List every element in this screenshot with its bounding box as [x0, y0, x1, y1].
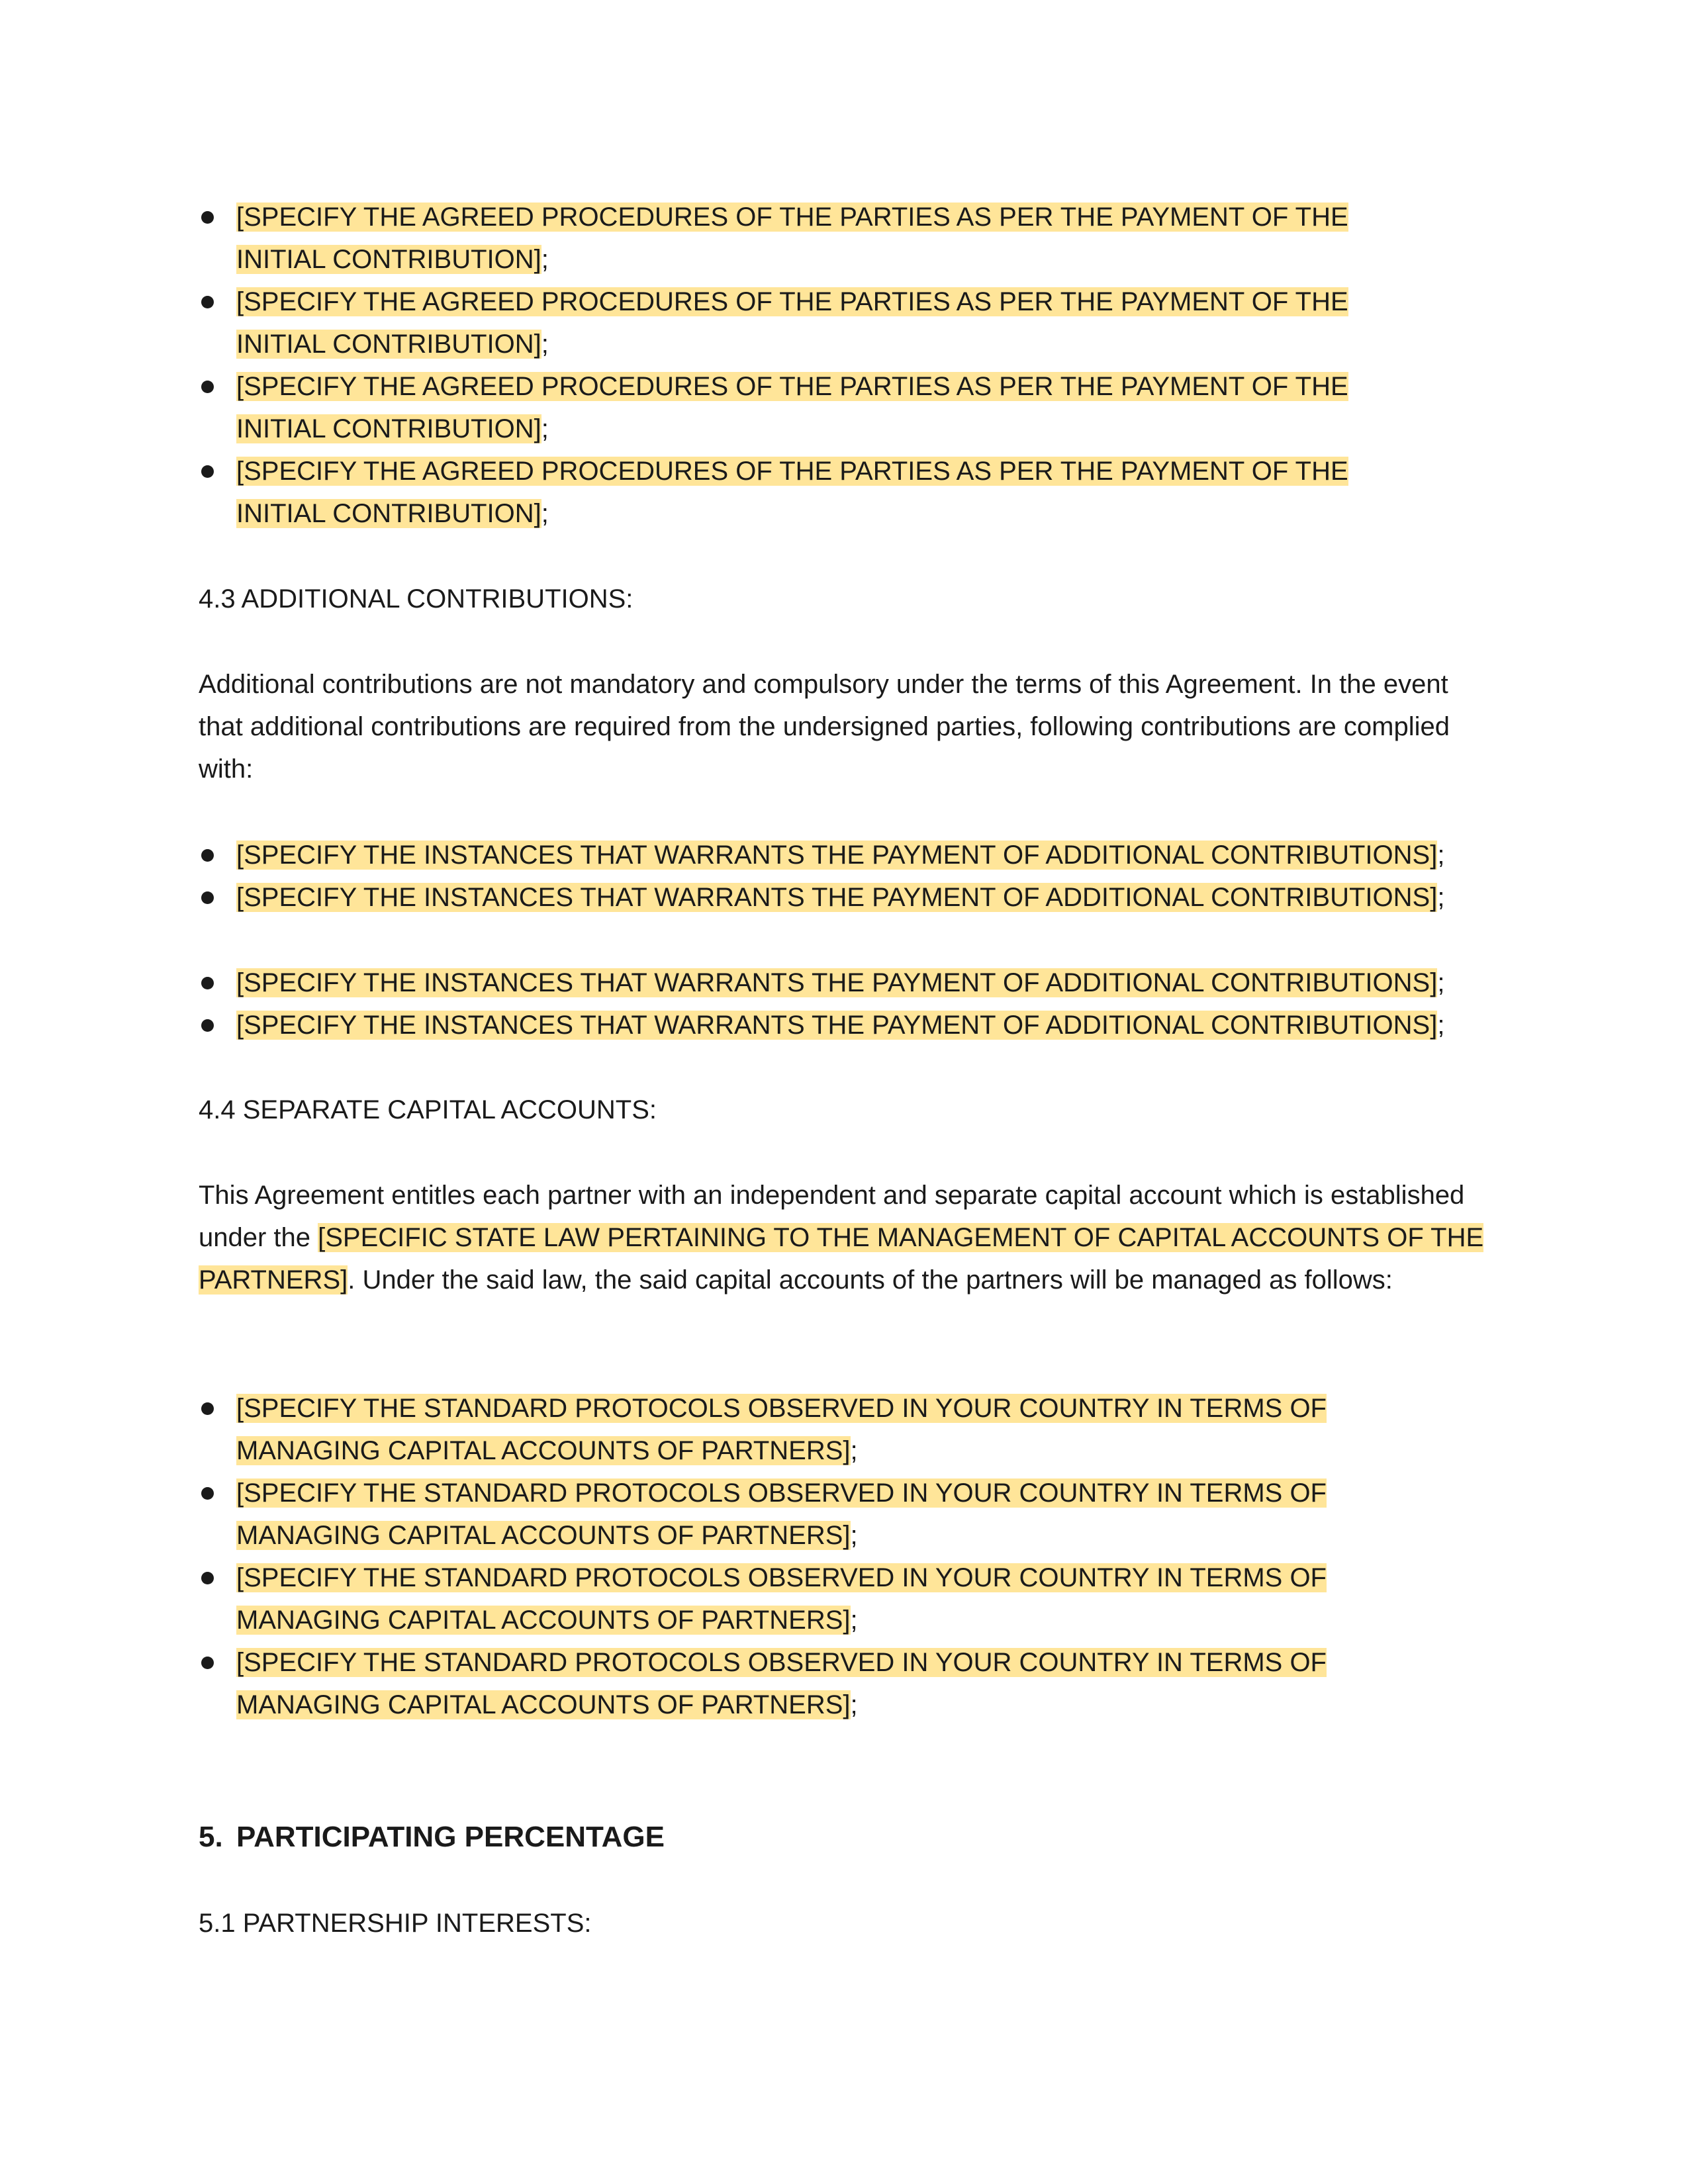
placeholder-text: [SPECIFY THE INSTANCES THAT WARRANTS THE PAYMENT OF ADDITIONAL CONTRIBUTIONS] [236, 883, 1438, 912]
placeholder-text: [SPECIFIC STATE LAW PERTAINING TO THE MANAGEMENT OF CAPITAL ACCOUNTS OF THE PARTNERS] [199, 1223, 1484, 1295]
placeholder-text: [SPECIFY THE STANDARD PROTOCOLS OBSERVED IN YOUR COUNTRY IN TERMS OF MANAGING CAPITAL ACCOUNTS OF PARTNERS] [236, 1479, 1327, 1550]
section-4-4-heading: 4.4 SEPARATE CAPITAL ACCOUNTS: [199, 1095, 657, 1124]
section-5-heading [199, 1816, 1496, 1858]
list-item: [SPECIFY THE INSTANCES THAT WARRANTS THE PAYMENT OF ADDITIONAL CONTRIBUTIONS]; [199, 834, 1496, 876]
list-item: [SPECIFY THE STANDARD PROTOCOLS OBSERVED IN YOUR COUNTRY IN TERMS OF MANAGING CAPITAL ACCOUNTS OF PARTNERS]; [199, 1472, 1410, 1557]
bullet-icon [201, 891, 214, 904]
list-item: [SPECIFY THE INSTANCES THAT WARRANTS THE PAYMENT OF ADDITIONAL CONTRIBUTIONS]; [199, 876, 1496, 919]
section-4-3-heading: 4.3 ADDITIONAL CONTRIBUTIONS: [199, 584, 633, 614]
placeholder-text: [SPECIFY THE AGREED PROCEDURES OF THE PARTIES AS PER THE PAYMENT OF THE INITIAL CONTRIBUTION] [236, 203, 1348, 274]
bullet-icon [201, 1657, 214, 1669]
placeholder-text: [SPECIFY THE INSTANCES THAT WARRANTS THE PAYMENT OF ADDITIONAL CONTRIBUTIONS] [236, 968, 1438, 997]
placeholder-text: [SPECIFY THE INSTANCES THAT WARRANTS THE PAYMENT OF ADDITIONAL CONTRIBUTIONS] [236, 1011, 1438, 1040]
list-item: [SPECIFY THE INSTANCES THAT WARRANTS THE PAYMENT OF ADDITIONAL CONTRIBUTIONS]; [199, 1004, 1496, 1046]
bullet-icon [201, 849, 214, 862]
section-number: 5. [199, 1821, 223, 1853]
initial-procedures-list [199, 196, 1364, 535]
list-item: [SPECIFY THE AGREED PROCEDURES OF THE PARTIES AS PER THE PAYMENT OF THE INITIAL CONTRIBUTION]; [199, 196, 1364, 281]
section-title: PARTICIPATING PERCENTAGE [236, 1821, 665, 1853]
placeholder-text: [SPECIFY THE AGREED PROCEDURES OF THE PARTIES AS PER THE PAYMENT OF THE INITIAL CONTRIBUTION] [236, 457, 1348, 528]
list-item: [SPECIFY THE AGREED PROCEDURES OF THE PARTIES AS PER THE PAYMENT OF THE INITIAL CONTRIBUTION]; [199, 450, 1364, 535]
placeholder-text: [SPECIFY THE AGREED PROCEDURES OF THE PARTIES AS PER THE PAYMENT OF THE INITIAL CONTRIBUTION] [236, 372, 1348, 443]
bullet-icon [201, 381, 214, 393]
section-5-1-heading: 5.1 PARTNERSHIP INTERESTS: [199, 1909, 592, 1938]
placeholder-text: [SPECIFY THE STANDARD PROTOCOLS OBSERVED IN YOUR COUNTRY IN TERMS OF MANAGING CAPITAL ACCOUNTS OF PARTNERS] [236, 1394, 1327, 1465]
bullet-icon [201, 1019, 214, 1032]
bullet-icon [201, 296, 214, 308]
bullet-icon [201, 211, 214, 224]
additional-contributions-list-1 [199, 834, 1496, 919]
placeholder-text: [SPECIFY THE AGREED PROCEDURES OF THE PARTIES AS PER THE PAYMENT OF THE INITIAL CONTRIBUTION] [236, 287, 1348, 359]
placeholder-text: [SPECIFY THE STANDARD PROTOCOLS OBSERVED IN YOUR COUNTRY IN TERMS OF MANAGING CAPITAL ACCOUNTS OF PARTNERS] [236, 1648, 1327, 1719]
section-4-3-paragraph: Additional contributions are not mandatory and compulsory under the terms of this Agreement. In the event that additional contributions are required from the undersigned parties, following contributions are complied with: [199, 670, 1450, 784]
section-4-4-paragraph: This Agreement entitles each partner with an independent and separate capital account which is established under the [SPECIFIC STATE LAW PERTAINING TO THE MANAGEMENT OF CAPITAL ACCOUNTS OF THE PARTNERS]. Under the said law, the said capital accounts of the partners will be managed as follows: [199, 1181, 1484, 1295]
list-item: [SPECIFY THE AGREED PROCEDURES OF THE PARTIES AS PER THE PAYMENT OF THE INITIAL CONTRIBUTION]; [199, 281, 1364, 365]
placeholder-text: [SPECIFY THE INSTANCES THAT WARRANTS THE PAYMENT OF ADDITIONAL CONTRIBUTIONS] [236, 841, 1438, 870]
list-item: [SPECIFY THE INSTANCES THAT WARRANTS THE PAYMENT OF ADDITIONAL CONTRIBUTIONS]; [199, 962, 1496, 1004]
list-item: [SPECIFY THE STANDARD PROTOCOLS OBSERVED IN YOUR COUNTRY IN TERMS OF MANAGING CAPITAL ACCOUNTS OF PARTNERS]; [199, 1387, 1410, 1472]
list-item: [SPECIFY THE STANDARD PROTOCOLS OBSERVED IN YOUR COUNTRY IN TERMS OF MANAGING CAPITAL ACCOUNTS OF PARTNERS]; [199, 1557, 1410, 1641]
bullet-icon [201, 1572, 214, 1584]
placeholder-text: [SPECIFY THE STANDARD PROTOCOLS OBSERVED IN YOUR COUNTRY IN TERMS OF MANAGING CAPITAL ACCOUNTS OF PARTNERS] [236, 1563, 1327, 1635]
list-item: [SPECIFY THE AGREED PROCEDURES OF THE PARTIES AS PER THE PAYMENT OF THE INITIAL CONTRIBUTION]; [199, 365, 1364, 450]
capital-accounts-list [199, 1387, 1410, 1726]
bullet-icon [201, 1487, 214, 1500]
bullet-icon [201, 465, 214, 478]
bullet-icon [201, 1402, 214, 1415]
list-item: [SPECIFY THE STANDARD PROTOCOLS OBSERVED IN YOUR COUNTRY IN TERMS OF MANAGING CAPITAL ACCOUNTS OF PARTNERS]; [199, 1641, 1410, 1726]
additional-contributions-list-2 [199, 962, 1496, 1046]
bullet-icon [201, 977, 214, 989]
